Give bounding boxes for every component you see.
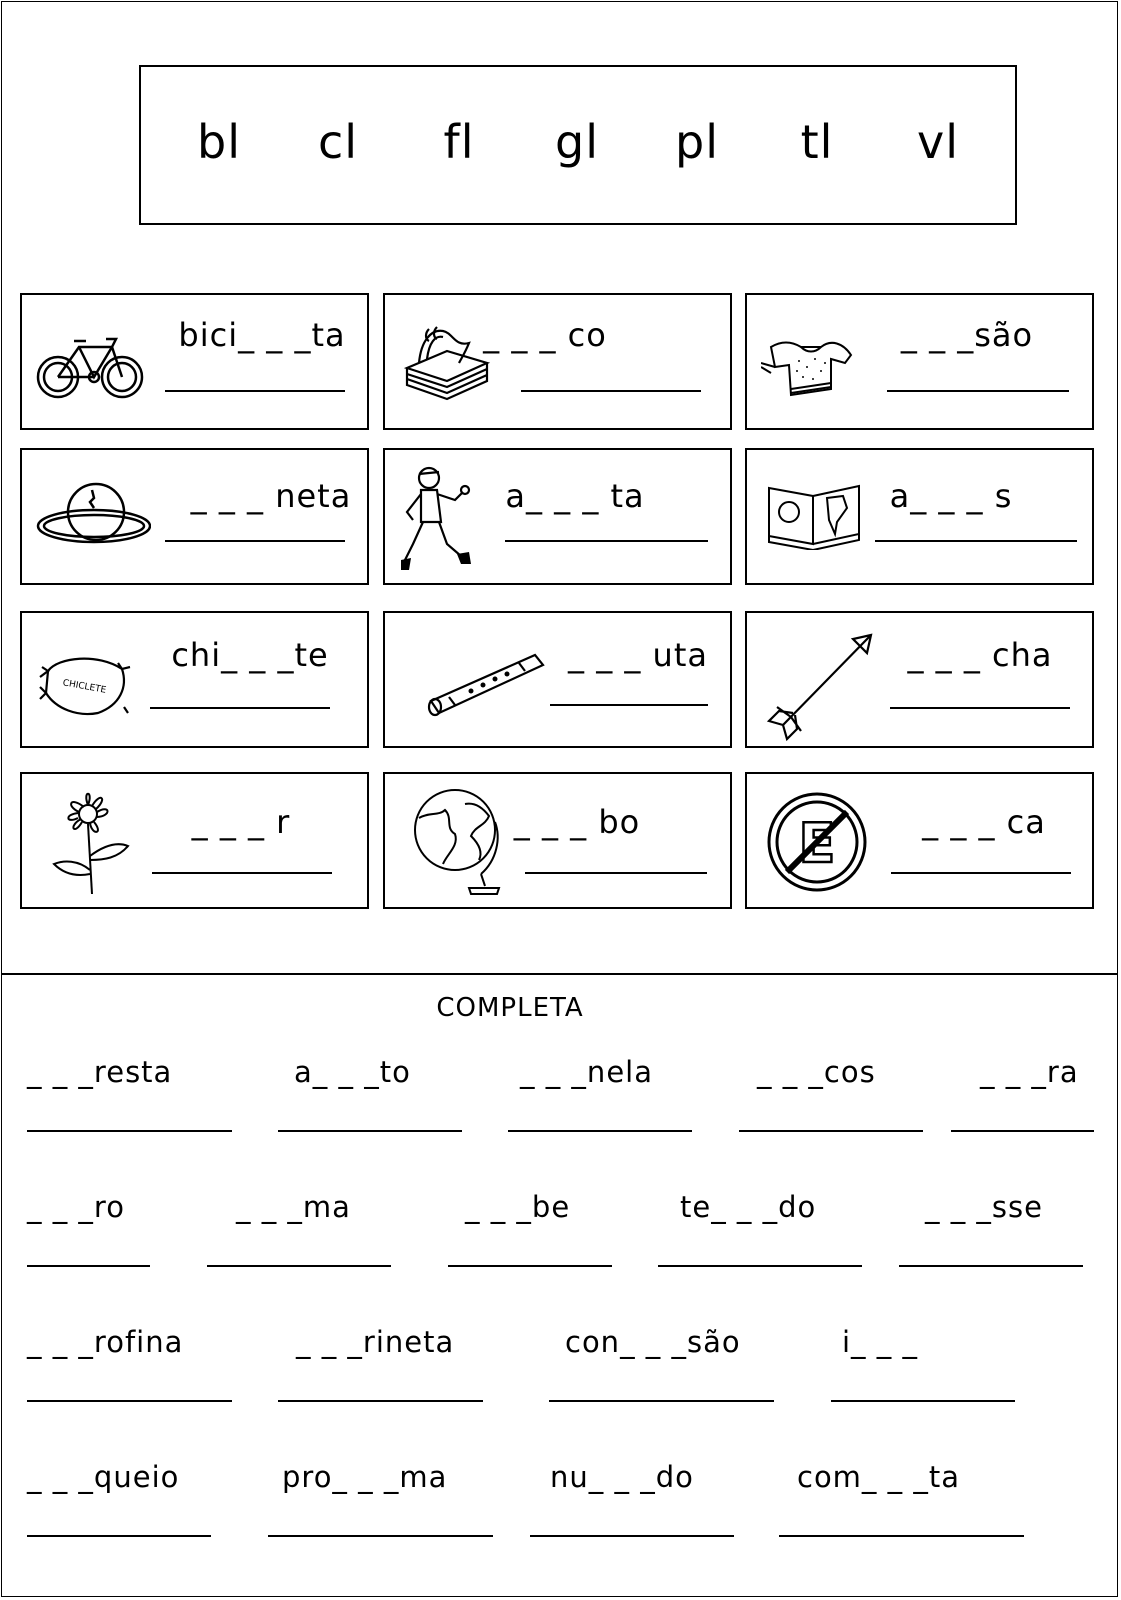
word-card-flecha — [745, 611, 1094, 748]
completa-word: _ _ _be — [465, 1190, 571, 1224]
answer-line[interactable] — [508, 1130, 692, 1132]
flower-icon — [48, 784, 138, 904]
word-card-bloco — [383, 293, 732, 430]
syllable: vl — [916, 115, 960, 169]
completa-word: com_ _ _ta — [797, 1460, 961, 1494]
chiclete-icon — [38, 647, 134, 719]
answer-line[interactable] — [899, 1265, 1083, 1267]
word-prompt: a_ _ _ ta — [505, 477, 645, 515]
section-divider — [1, 973, 1118, 975]
completa-word: _ _ _ma — [236, 1190, 351, 1224]
sweater-icon — [761, 333, 861, 403]
atlas-icon — [765, 480, 865, 550]
answer-line[interactable] — [27, 1400, 232, 1402]
completa-word: _ _ _rofina — [27, 1325, 184, 1359]
completa-word: nu_ _ _do — [550, 1460, 694, 1494]
answer-line[interactable] — [739, 1130, 923, 1132]
syllable: cl — [317, 115, 359, 169]
completa-word: _ _ _nela — [520, 1055, 653, 1089]
word-card-flor — [20, 772, 369, 909]
answer-line[interactable] — [27, 1130, 232, 1132]
completa-word: _ _ _sse — [925, 1190, 1043, 1224]
answer-line[interactable] — [278, 1400, 483, 1402]
answer-line[interactable] — [831, 1400, 1015, 1402]
answer-line[interactable] — [779, 1535, 1024, 1537]
answer-line[interactable] — [207, 1265, 391, 1267]
syllable: bl — [197, 115, 241, 169]
runner-icon — [399, 460, 479, 580]
word-card-planeta — [20, 448, 369, 585]
answer-line[interactable] — [505, 540, 708, 542]
answer-line[interactable] — [150, 707, 330, 709]
word-prompt: _ _ _ neta — [190, 477, 352, 515]
planet-icon — [36, 476, 151, 556]
word-prompt: a_ _ _ s — [889, 477, 1013, 515]
paper-block-icon — [399, 323, 494, 408]
globe-icon — [409, 782, 509, 902]
answer-line[interactable] — [27, 1265, 150, 1267]
flute-icon — [423, 647, 553, 717]
syllable: tl — [800, 115, 834, 169]
syllable-box — [139, 65, 1017, 225]
word-card-bicicleta — [20, 293, 369, 430]
answer-line[interactable] — [890, 707, 1070, 709]
word-card-chiclete — [20, 611, 369, 748]
answer-line[interactable] — [658, 1265, 862, 1267]
word-card-globo — [383, 772, 732, 909]
arrow-icon — [763, 625, 883, 745]
answer-line[interactable] — [448, 1265, 612, 1267]
word-card-blusao — [745, 293, 1094, 430]
answer-line[interactable] — [887, 390, 1069, 392]
word-prompt: bici_ _ _ta — [178, 316, 346, 354]
completa-word: te_ _ _do — [680, 1190, 817, 1224]
chiclete-label: CHICLETE — [61, 678, 107, 696]
answer-line[interactable] — [165, 390, 345, 392]
completa-word: pro_ _ _ma — [282, 1460, 448, 1494]
word-prompt: _ _ _são — [900, 316, 1034, 354]
word-prompt: _ _ _ r — [191, 803, 291, 841]
answer-line[interactable] — [165, 540, 345, 542]
completa-word: _ _ _ro — [27, 1190, 125, 1224]
answer-line[interactable] — [530, 1535, 734, 1537]
word-card-atleta — [383, 448, 732, 585]
answer-line[interactable] — [951, 1130, 1094, 1132]
completa-word: _ _ _queio — [27, 1460, 180, 1494]
no-parking-letter: E — [798, 812, 836, 875]
completa-word: _ _ _ra — [980, 1055, 1079, 1089]
answer-line[interactable] — [891, 872, 1071, 874]
syllable: fl — [443, 115, 475, 169]
completa-word: i_ _ _ — [842, 1325, 918, 1359]
answer-line[interactable] — [550, 704, 708, 706]
word-prompt: _ _ _ uta — [568, 636, 708, 674]
word-prompt: _ _ _ bo — [513, 803, 641, 841]
word-prompt: chi_ _ _te — [171, 636, 329, 674]
syllable: pl — [675, 115, 719, 169]
completa-word: _ _ _cos — [757, 1055, 876, 1089]
answer-line[interactable] — [521, 390, 701, 392]
word-card-placa — [745, 772, 1094, 909]
answer-line[interactable] — [278, 1130, 462, 1132]
word-prompt: _ _ _ cha — [907, 636, 1053, 674]
word-card-flauta — [383, 611, 732, 748]
no-parking-sign-icon — [765, 790, 869, 894]
answer-line[interactable] — [268, 1535, 493, 1537]
answer-line[interactable] — [875, 540, 1077, 542]
bicycle-icon — [34, 333, 146, 403]
word-prompt: _ _ _ co — [483, 316, 607, 354]
completa-word: _ _ _rineta — [296, 1325, 455, 1359]
word-card-atlas — [745, 448, 1094, 585]
completa-word: con_ _ _são — [565, 1325, 741, 1359]
answer-line[interactable] — [525, 872, 707, 874]
syllable: gl — [555, 115, 599, 169]
answer-line[interactable] — [27, 1535, 211, 1537]
answer-line[interactable] — [152, 872, 332, 874]
answer-line[interactable] — [549, 1400, 774, 1402]
completa-word: _ _ _resta — [27, 1055, 173, 1089]
completa-word: a_ _ _to — [294, 1055, 411, 1089]
section-title: COMPLETA — [436, 993, 584, 1023]
word-prompt: _ _ _ ca — [922, 803, 1046, 841]
